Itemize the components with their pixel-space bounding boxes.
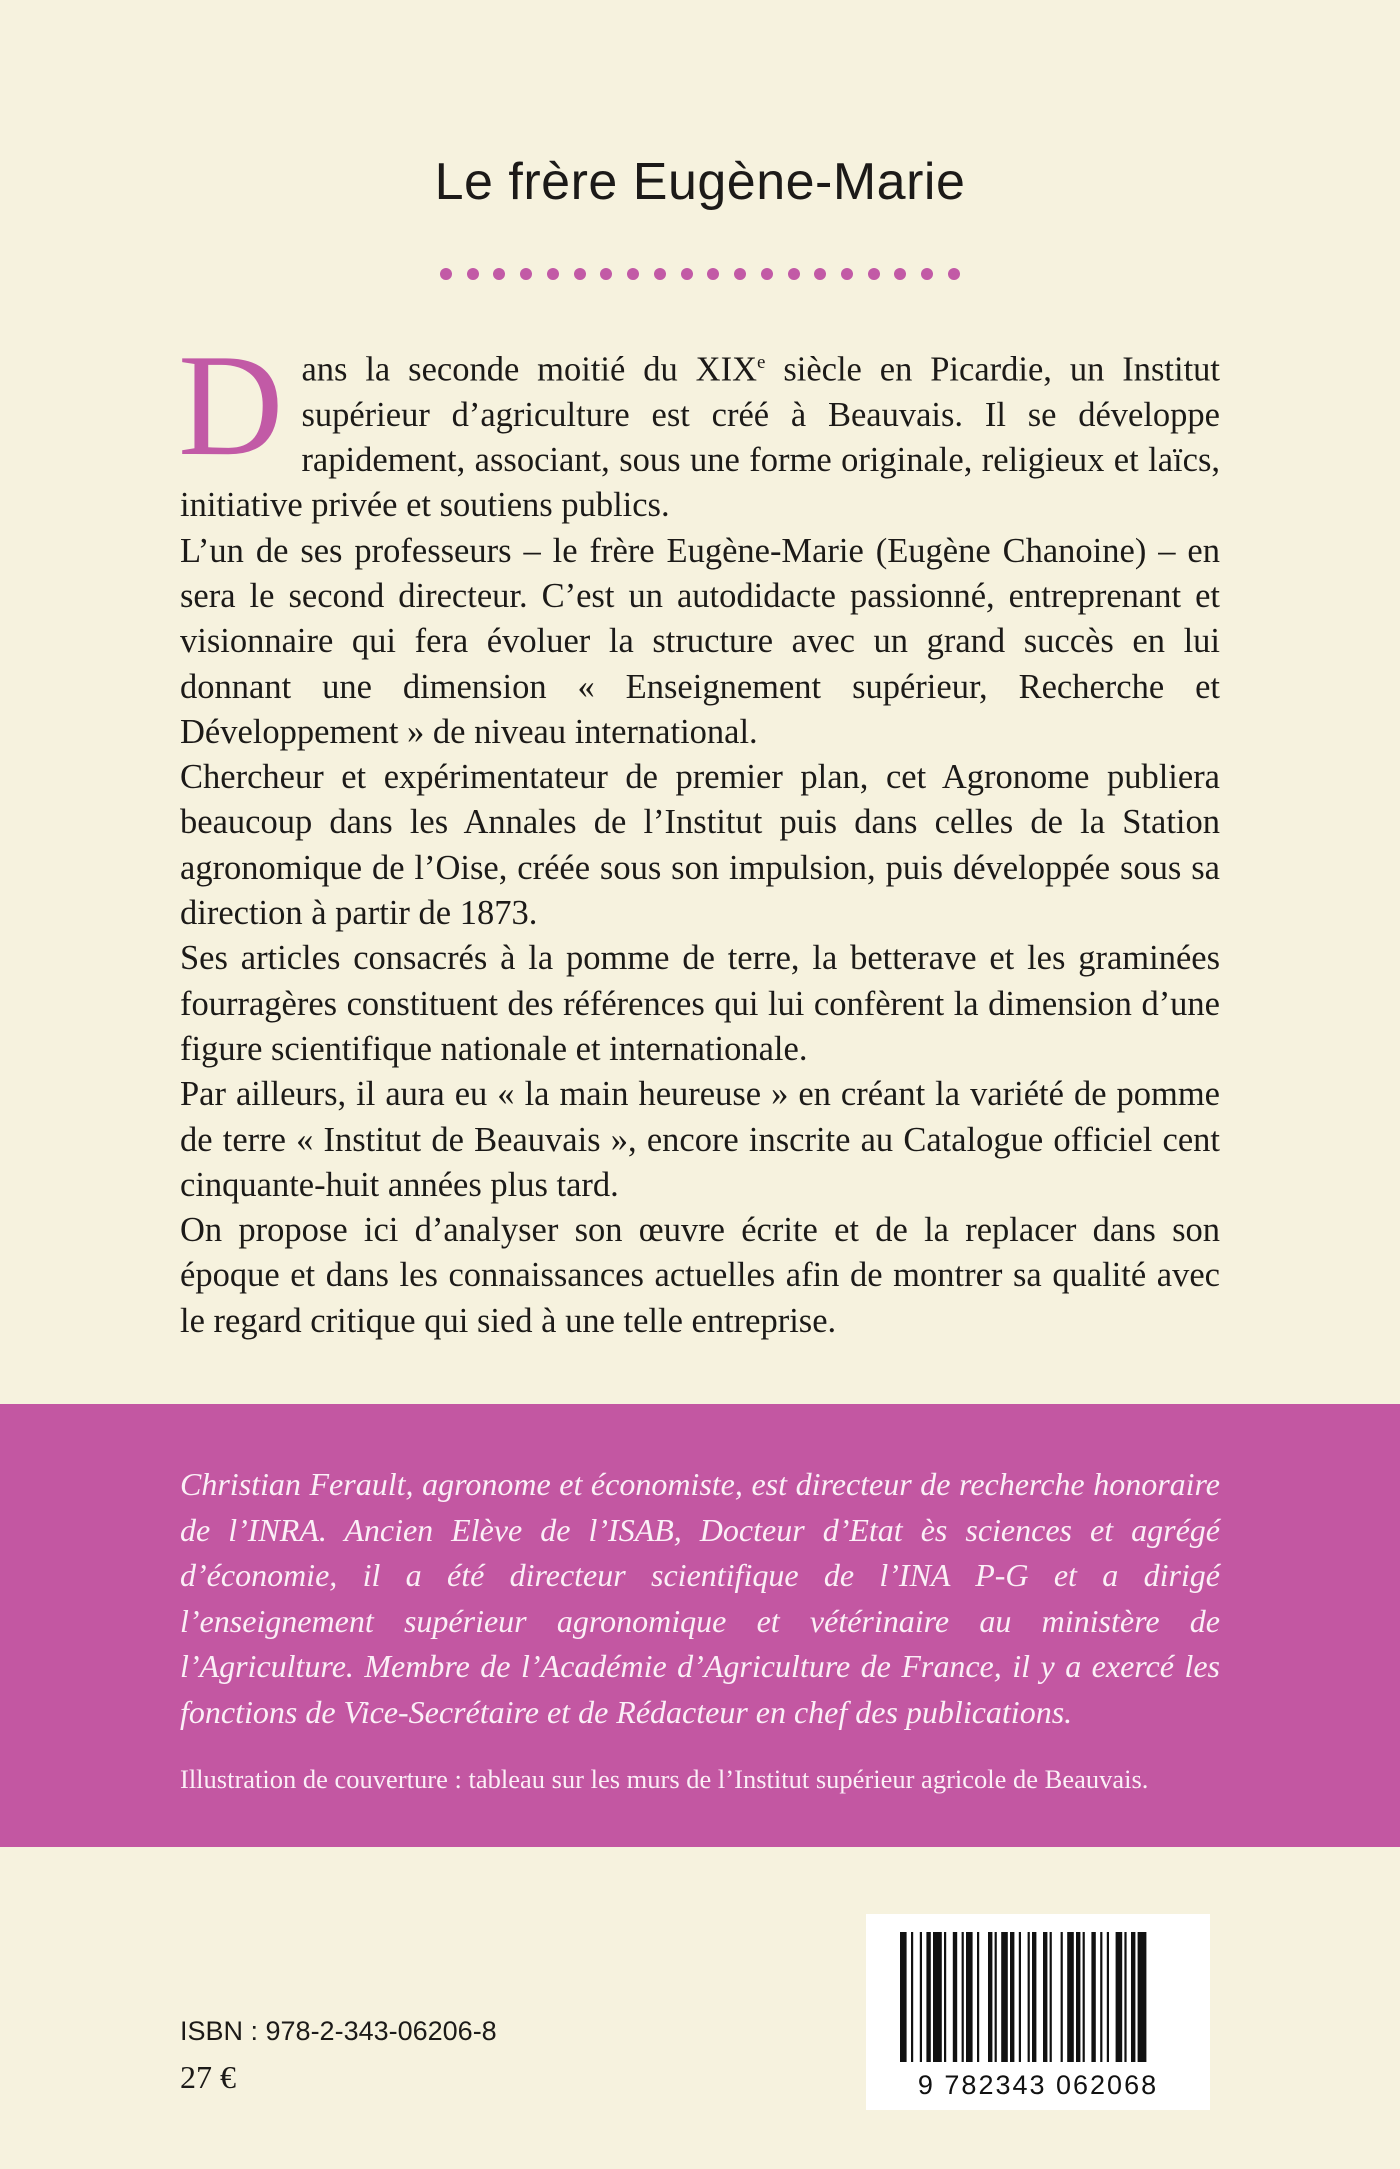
barcode-bar xyxy=(977,1932,979,2062)
barcode-bar xyxy=(933,1932,942,2062)
illustration-credit: Illustration de couverture : tableau sur les murs de l’Institut supérieur agricole de Beauvais. xyxy=(180,1764,1149,1794)
blurb-paragraph-1: L’un de ses professeurs – le frère Eugène-Marie (Eugène Chanoine) – en sera le second directeur. C’est un autodidacte passionné, entreprenant et visionnaire qui fera évoluer la structure avec un grand succès en lui donnant une dimension « Enseignement supérieur, Recherche et Développement » de niveau international. xyxy=(180,531,1220,751)
barcode-bar xyxy=(911,1932,913,2062)
barcode-bar xyxy=(953,1932,957,2062)
barcode-bar xyxy=(900,1932,907,2062)
barcode-bar xyxy=(1001,1932,1008,2062)
intro-text-continued: siècle en Picardie, un Institut supérieur d’agriculture est créé à Beauvais. Il se développe rapidement, associant, sous une forme originale, religieux et laïcs, initiative privée et soutiens publics. xyxy=(180,350,1220,525)
barcode-bar xyxy=(944,1932,946,2062)
barcode-number: 9 782343 062068 xyxy=(917,2070,1159,2100)
blurb-intro-paragraph xyxy=(178,324,1220,529)
barcode xyxy=(866,1914,1210,2110)
barcode-bar xyxy=(1019,1932,1021,2062)
barcode-bar xyxy=(1076,1932,1080,2062)
barcode-bar xyxy=(1116,1932,1123,2062)
drop-cap: D xyxy=(178,324,284,486)
barcode-bar xyxy=(1083,1932,1085,2062)
barcode-bar xyxy=(1138,1932,1147,2062)
barcode-bar xyxy=(1124,1932,1126,2062)
barcode-bar xyxy=(1131,1932,1135,2062)
blurb-paragraph-3: Ses articles consacrés à la pomme de terre, la betterave et les graminées fourragères constituent des références qui lui confèrent la dimension d’une figure scientifique nationale et internationale. xyxy=(180,939,1220,1068)
barcode-bar xyxy=(1043,1932,1047,2062)
author-bio: Christian Ferault, agronome et économiste, est directeur de recherche honoraire de l’INRA. Ancien Elève de l’ISAB, Docteur d’Etat ès sciences et agrégé d’économie, il a été directeur scientifique de l’INA P-G et a dirigé l’enseignement supérieur agronomique et vétérinaire au ministère de l’Agriculture. Membre de l’Académie d’Agriculture de France, il y a exercé les fonctions de Vice-Secrétaire et de Rédacteur en chef des publications. xyxy=(180,1466,1220,1730)
price: 27 € xyxy=(180,2059,236,2095)
book-title: Le frère Eugène-Marie xyxy=(434,153,966,211)
barcode-bar xyxy=(920,1932,922,2062)
barcode-bar xyxy=(1107,1932,1109,2062)
barcode-bar xyxy=(1067,1932,1074,2062)
barcode-bar xyxy=(1100,1932,1102,2062)
barcode-bar xyxy=(1091,1932,1095,2062)
blurb-paragraph-4: Par ailleurs, il aura eu « la main heureuse » en créant la variété de pomme de terre « Institut de Beauvais », encore inscrite au Catalogue officiel cent cinquante-huit années plus tard. xyxy=(180,1075,1220,1204)
barcode-graphic xyxy=(866,1914,1210,2110)
isbn: ISBN : 978-2-343-06206-8 xyxy=(180,2016,497,2046)
intro-text: ans la seconde moitié du XIX xyxy=(301,350,757,389)
barcode-bar xyxy=(966,1932,973,2062)
dotted-divider xyxy=(440,266,960,282)
barcode-bar xyxy=(1050,1932,1052,2062)
barcode-bar xyxy=(1032,1932,1036,2062)
barcode-bar xyxy=(962,1932,964,2062)
barcode-bar xyxy=(1010,1932,1014,2062)
barcode-bar xyxy=(1061,1932,1063,2062)
barcode-bar xyxy=(926,1932,930,2062)
barcode-bar xyxy=(988,1932,992,2062)
barcode-bar xyxy=(995,1932,997,2062)
blurb xyxy=(178,324,1220,1344)
blurb-paragraph-2: Chercheur et expérimentateur de premier plan, cet Agronome publiera beaucoup dans les Annales de l’Institut puis dans celles de la Station agronomique de l’Oise, créée sous son impulsion, puis développée sous sa direction à partir de 1873. xyxy=(180,758,1220,933)
blurb-paragraph-5: On propose ici d’analyser son œuvre écrite et de la replacer dans son époque et dans les connaissances actuelles afin de montrer sa qualité avec le regard critique qui sied à une telle entreprise. xyxy=(180,1211,1220,1340)
century-superscript: e xyxy=(756,352,766,373)
barcode-bar xyxy=(1028,1932,1030,2062)
